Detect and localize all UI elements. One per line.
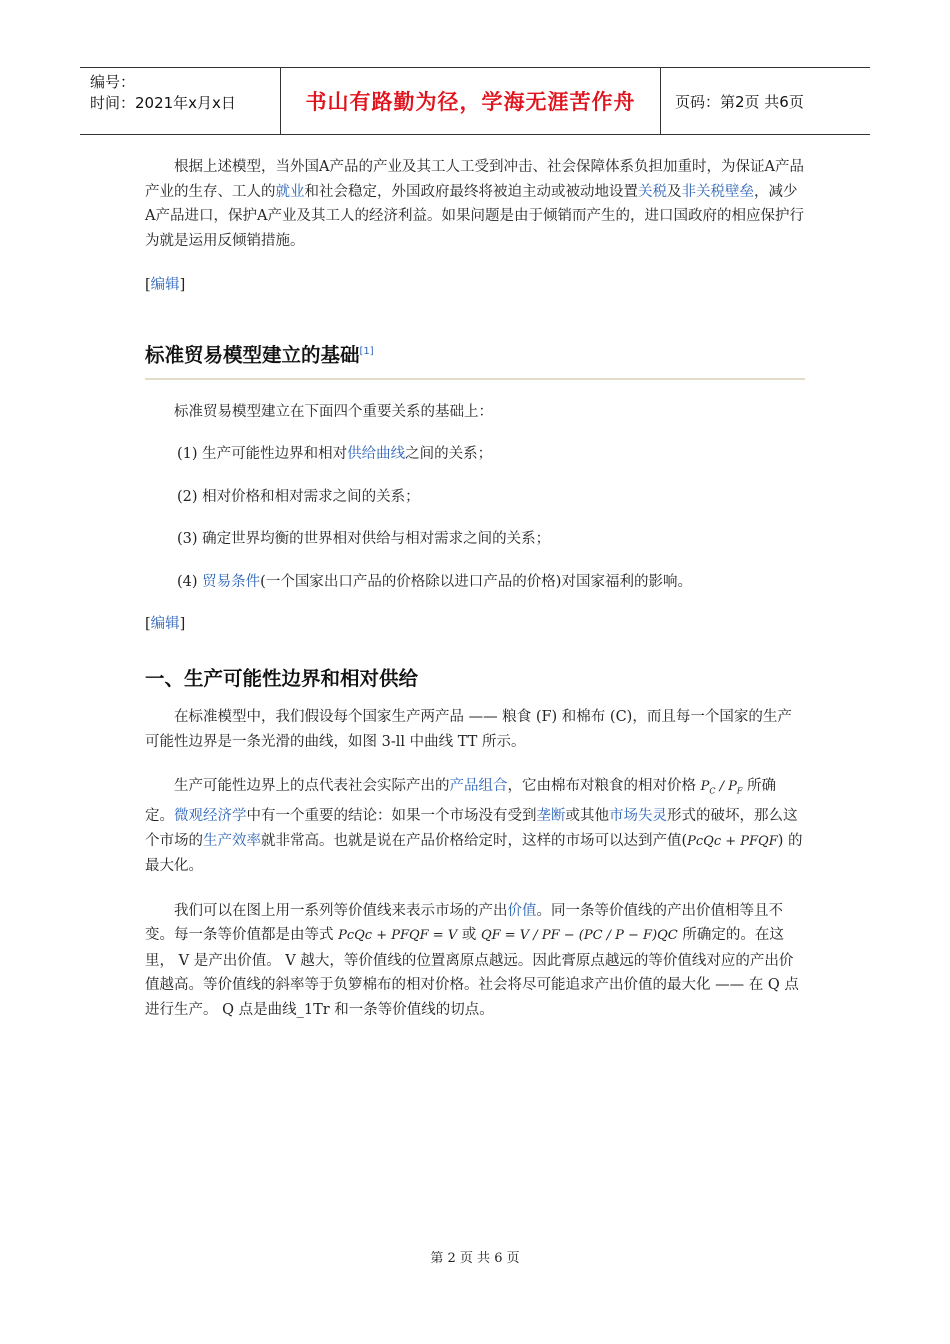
list-item-2: (2) 相对价格和相对需求之间的关系；	[177, 488, 420, 505]
text: 或	[457, 927, 481, 944]
math: P	[700, 779, 710, 794]
text: 和社会稳定，外国政府最终将被迫主动或被动地设置	[304, 183, 638, 200]
text: (一个国家出口产品的价格除以进口产品的价格)对国家福利的影响。	[260, 573, 692, 590]
link-employment[interactable]: 就业	[275, 183, 305, 200]
document-body	[145, 155, 805, 1022]
text: 生产可能性边界上的点代表社会实际产出的	[174, 778, 450, 794]
link-production-efficiency[interactable]: 生产效率	[203, 832, 261, 849]
text: 。同一条等价值线的产出价值相等且不变。每一条等价值都是由等式	[145, 902, 783, 944]
header-page-info: 页码：第2页 共6页	[675, 92, 804, 111]
edit-button[interactable]: 编辑	[150, 277, 180, 293]
text: (1) 生产可能性边界和相对	[177, 446, 348, 462]
text: ，它由棉布对粮食的相对价格	[507, 778, 701, 794]
text: 及	[667, 183, 682, 200]
list-item-4	[145, 570, 805, 595]
bracket: [	[145, 616, 151, 632]
link-supply-curve[interactable]: 供给曲线	[347, 446, 406, 462]
text: ，减少A产品进口，保护A产业及其工人的经济利益。如果问题是由于倾销而产生的，进口国政府的相应保护行为就是运用反倾销措施。	[145, 183, 804, 249]
list-item-1	[145, 442, 805, 467]
math: / P	[715, 779, 737, 794]
math-sub: C	[709, 786, 716, 796]
text: 根据上述模型，当外国A产品的产业及其工人工受到冲击、社会保障体系负担加重时，为保证A产品产业的生存、工人的	[145, 159, 804, 200]
ppf-paragraph-3	[145, 899, 805, 1023]
reference-link[interactable]: [1]	[359, 345, 374, 357]
list-item-3: (3) 确定世界均衡的世界相对供给与相对需求之间的关系；	[177, 531, 551, 547]
text: (4)	[177, 573, 203, 590]
link-non-tariff-barrier[interactable]: 非关税壁垒	[681, 183, 754, 200]
bracket: ]	[179, 616, 186, 632]
edit-link-1	[145, 273, 805, 298]
text: 形式的破坏，那么这个市场的	[145, 808, 798, 849]
section-title-text: 标准贸易模型建立的基础	[145, 343, 360, 366]
header-number-label: 编号：	[90, 73, 136, 91]
header-time-label: 时间：2021年x月x日	[90, 94, 236, 112]
text: ) 的最大化。	[145, 832, 803, 875]
text: 我们可以在图上用一系列等价值线来表示市场的产出	[174, 902, 508, 919]
text: 或其他	[565, 808, 609, 825]
relative-price-formula	[701, 779, 743, 794]
bracket: ]	[179, 277, 186, 293]
text: 所确定。	[145, 778, 777, 825]
page-header	[80, 67, 870, 135]
intro-paragraph	[145, 155, 805, 253]
bracket: [	[145, 277, 151, 293]
edit-link-2	[145, 612, 805, 637]
text: 中有一个重要的结论：如果一个市场没有受到	[246, 808, 537, 825]
text: 之间的关系；	[405, 446, 493, 462]
text: 所确定的。在这里， V 是产出价值。 V 越大，等价值线的位置离原点越远。因此膏原点越远的等价值线对应的产出价值越高。等价值线的斜率等于负箩棉布的相对价格。社会将尽可能追求产出价值的最大化 —— 在 Q 点进行生产。 Q 点是曲线_1Tr 和一条等价值线的切点。	[145, 927, 799, 1018]
edit-button[interactable]: 编辑	[150, 616, 180, 632]
link-microeconomics[interactable]: 微观经济学	[174, 808, 247, 825]
text: 就非常高。也就是说在产品价格给定时，这样的市场可以达到产值(	[261, 832, 688, 849]
output-value-expression: PcQc + PFQF	[687, 833, 778, 849]
link-monopoly[interactable]: 垄断	[536, 808, 566, 825]
ppf-paragraph-1: 在标准模型中，我们假设每个国家生产两产品 —— 粮食 (F) 和棉布 (C)，而且每一个国家的生产可能性边界是一条光滑的曲线，如图 3-ll 中曲线 TT 所示。	[145, 709, 792, 750]
section-title-ppf: 一、生产可能性边界和相对供给	[145, 666, 419, 690]
section-title-basis	[145, 340, 805, 368]
link-value[interactable]: 价值	[507, 902, 537, 919]
header-meta	[80, 68, 281, 134]
ppf-paragraph-2	[145, 774, 805, 879]
link-product-mix[interactable]: 产品组合	[449, 778, 508, 794]
link-tariff[interactable]: 关税	[638, 183, 667, 200]
page-footer: 第 2 页 共 6 页	[430, 1251, 520, 1266]
link-terms-of-trade[interactable]: 贸易条件	[202, 573, 261, 590]
math-sub: F	[736, 786, 743, 796]
header-motto: 书山有路勤为径，学海无涯苦作舟	[281, 68, 661, 134]
isovalue-equation-2: QF = V / PF − (PC / P − F)QC	[480, 928, 678, 944]
isovalue-equation-1: PcQc + PFQF = V	[338, 928, 458, 944]
section1-intro: 标准贸易模型建立在下面四个重要关系的基础上：	[174, 403, 493, 420]
link-market-failure[interactable]: 市场失灵	[609, 808, 667, 825]
